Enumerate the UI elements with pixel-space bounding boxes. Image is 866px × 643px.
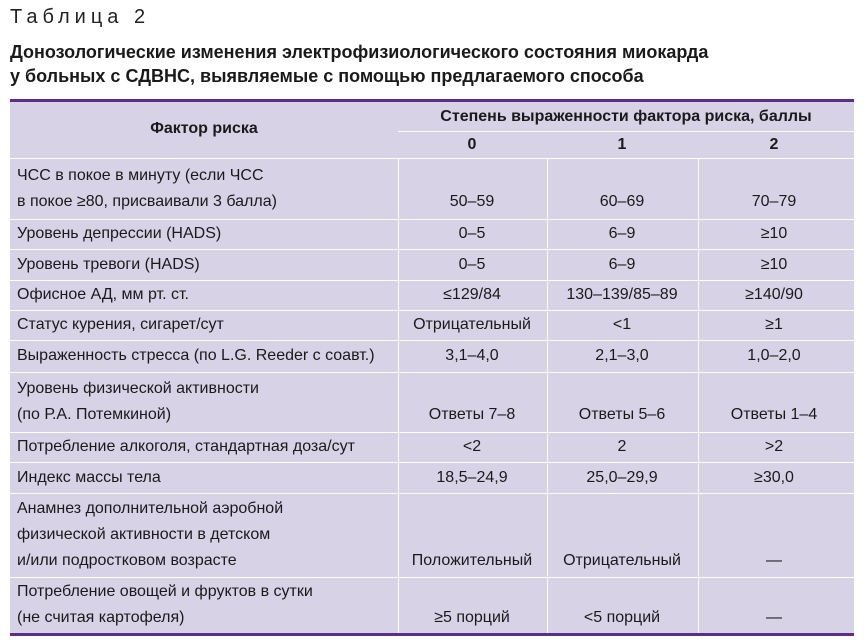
row-factor-line: Выраженность стресса (по L.G. Reeder с соавт.) — [17, 347, 375, 364]
row-value-score-2: ≥140/90 — [745, 286, 803, 303]
row-value-score-0: Ответы 7–8 — [428, 406, 516, 423]
row-value-score-0: Отрицательный — [413, 316, 531, 333]
row-value-score-1: 2,1–3,0 — [595, 347, 649, 364]
row-divider — [10, 432, 854, 433]
row-factor-line: Офисное АД, мм рт. ст. — [17, 286, 189, 303]
row-value-score-1: <5 порций — [583, 609, 661, 626]
row-divider — [10, 577, 854, 578]
header-degree: Степень выраженности фактора риска, баллы — [440, 108, 812, 125]
header-score-1: 1 — [617, 136, 627, 153]
row-value-score-1: 25,0–29,9 — [586, 468, 658, 486]
header-bottom-line — [10, 158, 854, 159]
risk-factor-table — [10, 99, 854, 636]
row-factor-line: Уровень физической активности — [17, 380, 259, 397]
row-value-score-0: Положительный — [411, 552, 533, 569]
row-value-score-1: 6–9 — [608, 255, 636, 273]
table-title — [10, 40, 856, 88]
row-divider — [10, 462, 854, 463]
row-factor-line: в покое ≥80, присваивали 3 балла) — [17, 192, 277, 210]
row-factor-line: Уровень тревоги (HADS) — [17, 255, 200, 273]
row-value-score-2: ≥10 — [760, 225, 788, 242]
row-value-score-1: 6–9 — [608, 225, 636, 242]
title-line-2: у больных с СДВНС, выявляемые с помощью предлагаемого способа — [10, 66, 644, 86]
row-value-score-0: 18,5–24,9 — [436, 468, 508, 486]
row-divider — [10, 310, 854, 311]
row-value-score-2: ≥30,0 — [754, 468, 794, 486]
row-factor-line: Анамнез дополнительной аэробной — [17, 500, 284, 517]
row-value-score-0: 3,1–4,0 — [445, 347, 499, 364]
row-divider — [10, 219, 854, 220]
row-value-score-1: <1 — [612, 316, 632, 333]
row-divider — [10, 280, 854, 281]
row-divider — [10, 493, 854, 494]
row-value-score-2: ≥1 — [765, 316, 783, 333]
table-label: Таблица 2 — [10, 6, 151, 28]
row-factor-line: Индекс массы тела — [17, 468, 161, 486]
row-factor-line: Потребление овощей и фруктов в сутки — [17, 583, 313, 600]
row-value-score-2: — — [766, 609, 782, 626]
row-value-score-0: ≥5 порций — [434, 609, 510, 626]
row-value-score-2: 70–79 — [751, 192, 797, 210]
row-factor-line: (по Р.А. Потемкиной) — [17, 406, 172, 423]
row-divider — [10, 249, 854, 250]
row-value-score-2: ≥10 — [760, 255, 788, 273]
header-factor: Фактор риска — [150, 120, 258, 137]
row-factor-line: Потребление алкоголя, стандартная доза/сут — [17, 438, 355, 455]
row-factor-line: физической активности в детском — [17, 526, 271, 543]
row-value-score-2: Ответы 1–4 — [730, 406, 818, 423]
row-factor-line: и/или подростковом возрасте — [17, 552, 237, 569]
row-value-score-1: Ответы 5–6 — [578, 406, 666, 423]
row-value-score-0: <2 — [462, 438, 482, 455]
header-score-0: 0 — [467, 136, 477, 153]
row-value-score-1: 2 — [617, 438, 627, 455]
row-factor-line: (не считая картофеля) — [17, 609, 185, 626]
row-value-score-2: >2 — [764, 438, 784, 455]
row-value-score-2: — — [766, 552, 782, 569]
row-value-score-0: 0–5 — [458, 255, 486, 273]
row-value-score-1: 60–69 — [599, 192, 645, 210]
header-score-2: 2 — [769, 136, 779, 153]
title-line-1: Донозологические изменения электрофизиологического состояния миокарда — [10, 42, 709, 62]
row-value-score-0: 0–5 — [458, 225, 486, 242]
row-value-score-0: 50–59 — [449, 192, 495, 210]
row-divider — [10, 372, 854, 373]
row-value-score-1: Отрицательный — [563, 552, 681, 569]
row-value-score-1: 130–139/85–89 — [566, 286, 678, 303]
row-factor-line: Статус курения, сигарет/сут — [17, 316, 224, 333]
row-factor-line: Уровень депрессии (HADS) — [17, 225, 222, 242]
row-value-score-0: ≤129/84 — [443, 286, 501, 303]
row-value-score-2: 1,0–2,0 — [747, 347, 801, 364]
row-factor-line: ЧСС в покое в минуту (если ЧСС — [17, 166, 264, 184]
row-divider — [10, 340, 854, 341]
